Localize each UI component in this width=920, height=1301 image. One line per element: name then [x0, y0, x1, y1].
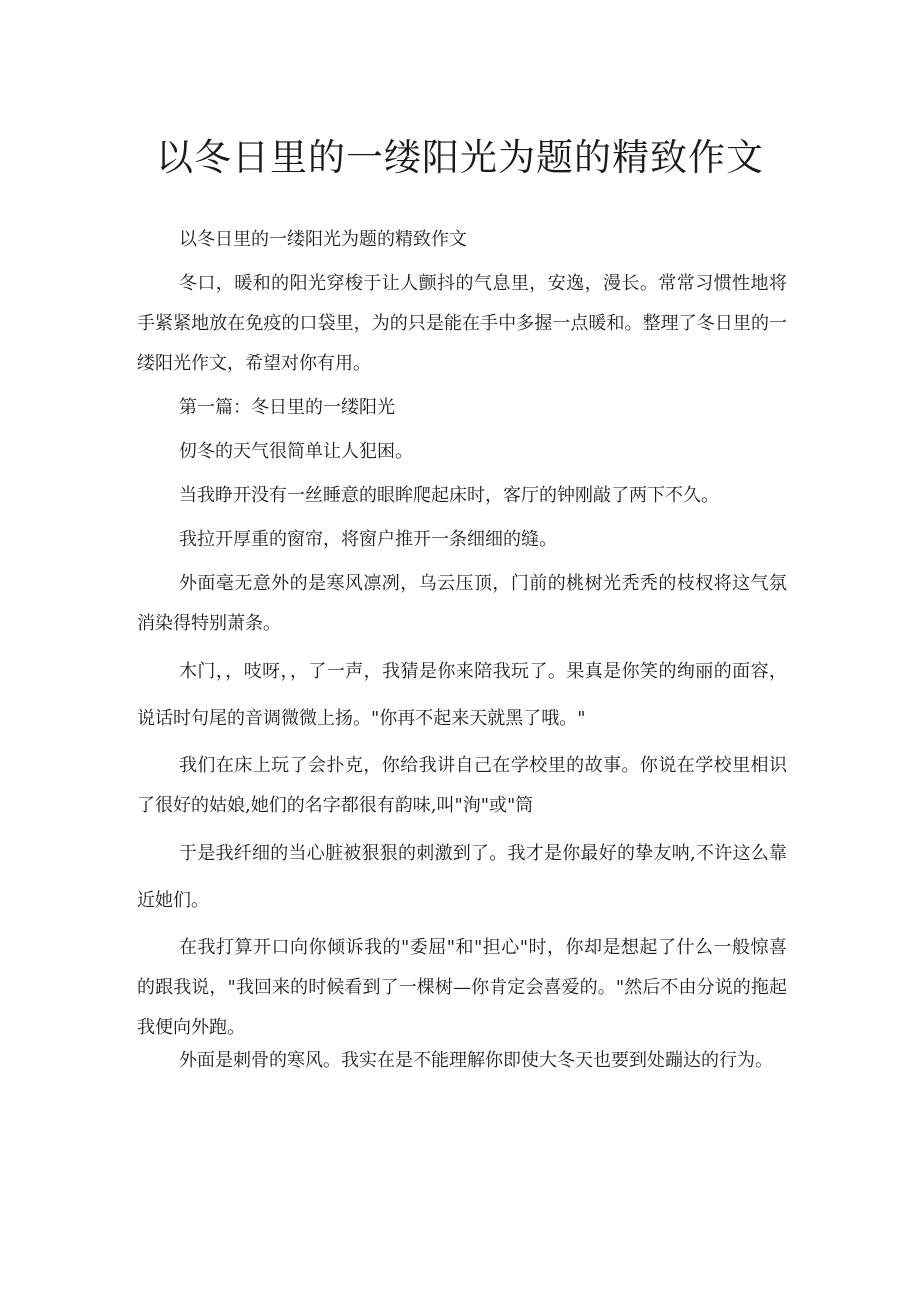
paragraph: 我拉开厚重的窗帘，将窗户推开一条细细的缝。	[179, 529, 557, 550]
paragraph: 当我睁开没有一丝睡意的眼眸爬起床时，客厅的钟刚敲了两下不久。	[179, 485, 719, 506]
paragraph-subtitle: 以冬日里的一缕阳光为题的精致作文	[179, 229, 467, 250]
paragraph: 木门，，吱呀，，了一声，我猜是你来陪我玩了。果真是你笑的绚丽的面容，说话时句尾的音调微微上扬。"你再不起来天就黑了哦。"	[137, 661, 787, 729]
paragraph-section-heading: 第一篇：冬日里的一缕阳光	[179, 397, 395, 418]
document-body	[137, 220, 787, 1080]
paragraph: 外面毫无意外的是寒风凛冽，乌云压顶，门前的桃树光秃秃的枝杈将这气氛消染得特别萧条。	[137, 573, 787, 634]
paragraph: 仞冬的天气很简单让人犯困。	[179, 441, 413, 462]
paragraph: 外面是刺骨的寒风。我实在是不能理解你即使大冬天也要到处蹦达的行为。	[179, 1050, 773, 1071]
paragraph: 于是我纤细的当心脏被狠狠的刺激到了。我才是你最好的挚友呐,不许这么靠近她们。	[137, 843, 787, 911]
paragraph: 在我打算开口向你倾诉我的"委屈"和"担心"时，你却是想起了什么一般惊喜的跟我说，"我回来的时候看到了一棵树—你肯定会喜爱的。"然后不由分说的拖起我便向外跑。	[137, 937, 787, 1038]
paragraph: 我们在床上玩了会扑克，你给我讲自己在学校里的故事。你说在学校里相识了很好的姑娘,她们的名字都很有韵味,叫"洵"或"筒	[137, 755, 787, 816]
document-title: 以冬日里的一缕阳光为题的精致作文	[156, 136, 764, 179]
paragraph-intro: 冬口，暖和的阳光穿梭于让人颤抖的气息里，安逸，漫长。常常习惯性地将手紧紧地放在免疫的口袋里，为的只是能在手中多握一点暖和。整理了冬日里的一缕阳光作文，希望对你有用。	[137, 273, 787, 374]
